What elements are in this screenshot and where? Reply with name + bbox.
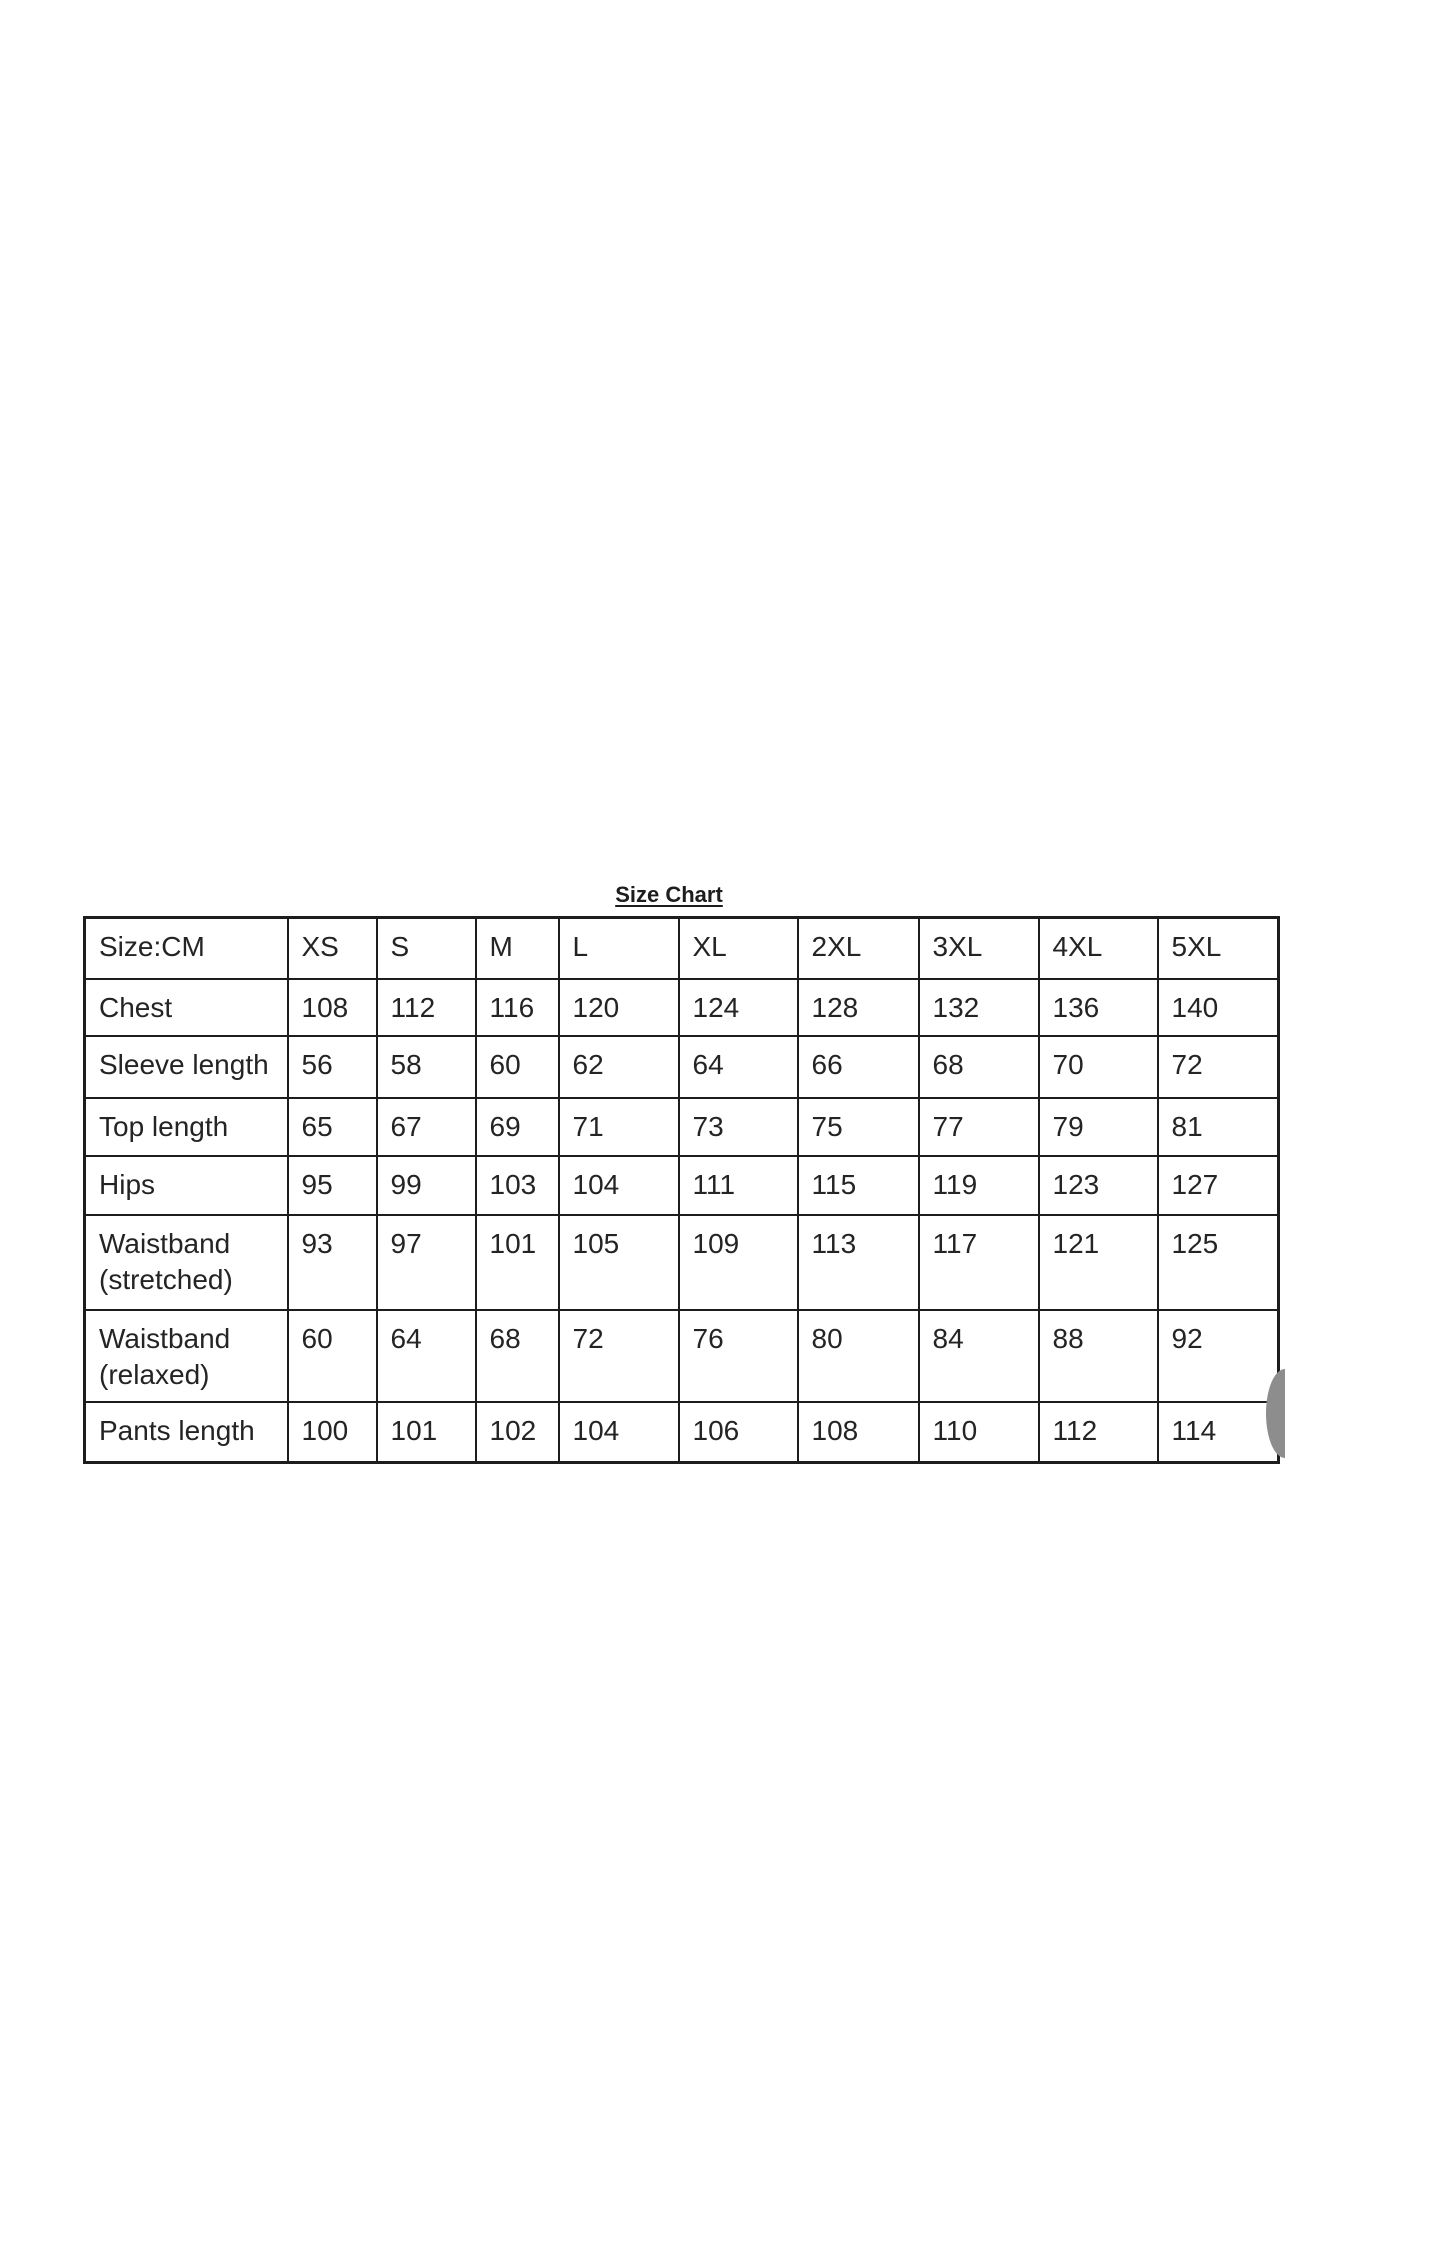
size-value-cell: 68 bbox=[476, 1310, 559, 1402]
column-header-l: L bbox=[559, 918, 679, 979]
size-value-cell: 60 bbox=[288, 1310, 377, 1402]
size-value-cell: 140 bbox=[1158, 979, 1279, 1036]
table-row-pants-length bbox=[85, 1402, 1279, 1463]
size-value-cell: 56 bbox=[288, 1036, 377, 1098]
size-value-cell: 76 bbox=[679, 1310, 798, 1402]
size-value-cell: 80 bbox=[798, 1310, 919, 1402]
column-header-xs: XS bbox=[288, 918, 377, 979]
size-value-cell: 62 bbox=[559, 1036, 679, 1098]
size-value-cell: 75 bbox=[798, 1098, 919, 1156]
size-value-cell: 104 bbox=[559, 1156, 679, 1215]
size-value-cell: 132 bbox=[919, 979, 1039, 1036]
size-value-cell: 125 bbox=[1158, 1215, 1279, 1310]
size-value-cell: 101 bbox=[377, 1402, 476, 1463]
size-value-cell: 71 bbox=[559, 1098, 679, 1156]
size-value-cell: 119 bbox=[919, 1156, 1039, 1215]
size-value-cell: 136 bbox=[1039, 979, 1158, 1036]
size-value-cell: 111 bbox=[679, 1156, 798, 1215]
size-value-cell: 127 bbox=[1158, 1156, 1279, 1215]
size-value-cell: 106 bbox=[679, 1402, 798, 1463]
size-value-cell: 110 bbox=[919, 1402, 1039, 1463]
row-label: Waistband (relaxed) bbox=[85, 1310, 288, 1402]
size-value-cell: 88 bbox=[1039, 1310, 1158, 1402]
row-label: Sleeve length bbox=[85, 1036, 288, 1098]
size-value-cell: 97 bbox=[377, 1215, 476, 1310]
size-value-cell: 95 bbox=[288, 1156, 377, 1215]
table-row-top-length bbox=[85, 1098, 1279, 1156]
size-value-cell: 73 bbox=[679, 1098, 798, 1156]
column-header-3xl: 3XL bbox=[919, 918, 1039, 979]
size-value-cell: 68 bbox=[919, 1036, 1039, 1098]
column-header-s: S bbox=[377, 918, 476, 979]
size-value-cell: 84 bbox=[919, 1310, 1039, 1402]
size-value-cell: 77 bbox=[919, 1098, 1039, 1156]
size-value-cell: 105 bbox=[559, 1215, 679, 1310]
row-label: Hips bbox=[85, 1156, 288, 1215]
row-label: Pants length bbox=[85, 1402, 288, 1463]
column-header-5xl: 5XL bbox=[1158, 918, 1279, 979]
size-value-cell: 114 bbox=[1158, 1402, 1279, 1463]
column-header-sizecm: Size:CM bbox=[85, 918, 288, 979]
table-row-waistband-relaxed bbox=[85, 1310, 1279, 1402]
row-label: Top length bbox=[85, 1098, 288, 1156]
table-row-chest bbox=[85, 979, 1279, 1036]
size-value-cell: 117 bbox=[919, 1215, 1039, 1310]
size-value-cell: 113 bbox=[798, 1215, 919, 1310]
table-row-hips bbox=[85, 1156, 1279, 1215]
size-value-cell: 108 bbox=[288, 979, 377, 1036]
row-label: Waistband (stretched) bbox=[85, 1215, 288, 1310]
size-value-cell: 124 bbox=[679, 979, 798, 1036]
size-value-cell: 100 bbox=[288, 1402, 377, 1463]
size-value-cell: 120 bbox=[559, 979, 679, 1036]
size-value-cell: 115 bbox=[798, 1156, 919, 1215]
size-value-cell: 67 bbox=[377, 1098, 476, 1156]
size-value-cell: 112 bbox=[377, 979, 476, 1036]
size-value-cell: 121 bbox=[1039, 1215, 1158, 1310]
size-value-cell: 60 bbox=[476, 1036, 559, 1098]
size-value-cell: 72 bbox=[1158, 1036, 1279, 1098]
size-value-cell: 102 bbox=[476, 1402, 559, 1463]
size-value-cell: 104 bbox=[559, 1402, 679, 1463]
size-value-cell: 99 bbox=[377, 1156, 476, 1215]
header-row bbox=[85, 918, 1279, 979]
size-value-cell: 64 bbox=[679, 1036, 798, 1098]
size-chart-table bbox=[83, 916, 1280, 1464]
size-value-cell: 116 bbox=[476, 979, 559, 1036]
column-header-4xl: 4XL bbox=[1039, 918, 1158, 979]
size-value-cell: 64 bbox=[377, 1310, 476, 1402]
row-label: Chest bbox=[85, 979, 288, 1036]
size-value-cell: 92 bbox=[1158, 1310, 1279, 1402]
column-header-xl: XL bbox=[679, 918, 798, 979]
size-value-cell: 108 bbox=[798, 1402, 919, 1463]
size-chart-title: Size Chart bbox=[615, 882, 723, 907]
size-value-cell: 128 bbox=[798, 979, 919, 1036]
size-value-cell: 69 bbox=[476, 1098, 559, 1156]
size-value-cell: 65 bbox=[288, 1098, 377, 1156]
size-value-cell: 101 bbox=[476, 1215, 559, 1310]
table-row-waistband-stretched bbox=[85, 1215, 1279, 1310]
size-value-cell: 58 bbox=[377, 1036, 476, 1098]
size-value-cell: 72 bbox=[559, 1310, 679, 1402]
size-value-cell: 79 bbox=[1039, 1098, 1158, 1156]
size-value-cell: 123 bbox=[1039, 1156, 1158, 1215]
column-header-m: M bbox=[476, 918, 559, 979]
size-value-cell: 66 bbox=[798, 1036, 919, 1098]
size-value-cell: 109 bbox=[679, 1215, 798, 1310]
size-value-cell: 70 bbox=[1039, 1036, 1158, 1098]
size-value-cell: 103 bbox=[476, 1156, 559, 1215]
table-row-sleeve-length bbox=[85, 1036, 1279, 1098]
column-header-2xl: 2XL bbox=[798, 918, 919, 979]
size-value-cell: 93 bbox=[288, 1215, 377, 1310]
size-value-cell: 81 bbox=[1158, 1098, 1279, 1156]
size-value-cell: 112 bbox=[1039, 1402, 1158, 1463]
